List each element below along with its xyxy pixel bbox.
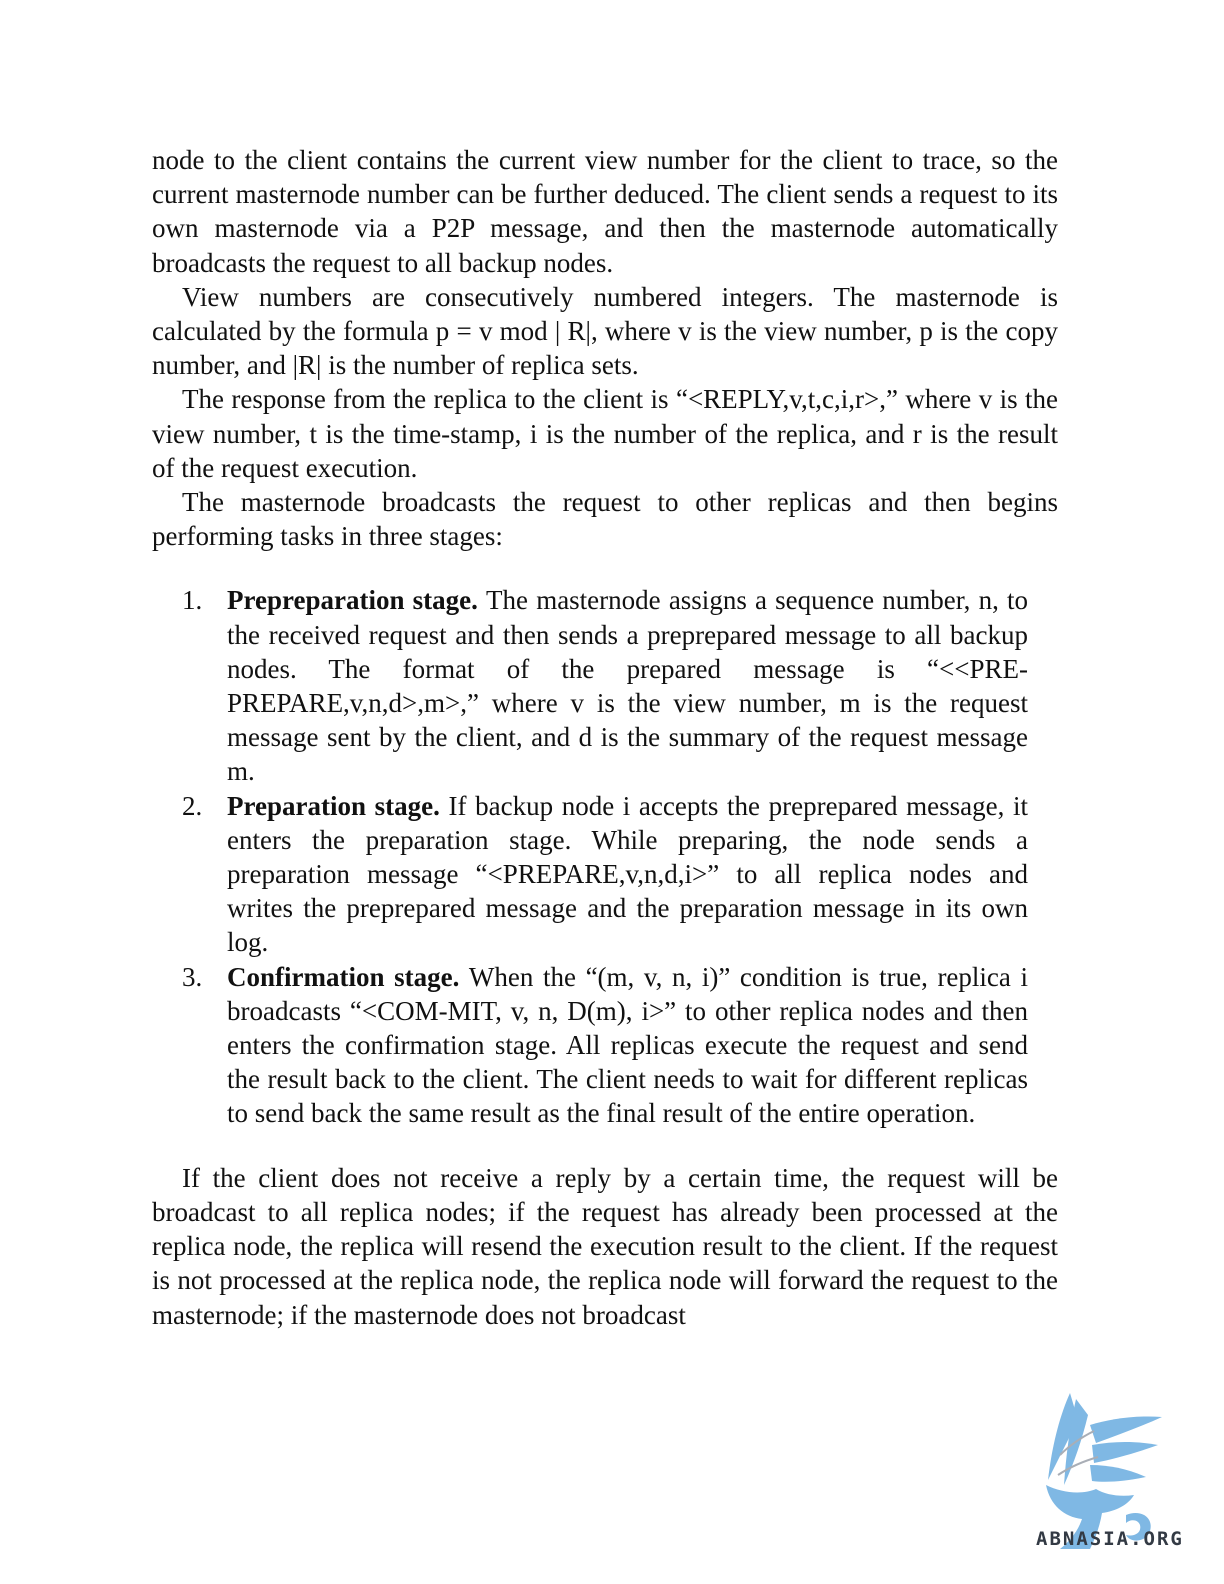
list-item-number: 3. xyxy=(182,961,203,992)
watermark-text: ABNASIA.ORG xyxy=(1036,1528,1184,1550)
list-item xyxy=(152,960,1028,1131)
list-item-number: 1. xyxy=(182,585,203,616)
paragraph: The response from the replica to the client is “<REPLY,v,t,c,i,r>,” where v is the view number, t is the time-stamp, i is the number of the replica, and r is the result of the request execution. xyxy=(152,384,1058,483)
list-item-number: 2. xyxy=(182,790,203,821)
list-item-text: When the “(m, v, n, i)” condition is true, replica i broadcasts “<COM-MIT, v, n, D(m), i>” to other replica nodes and then enters the confirmation stage. All replicas execute the request and send the result back to the client. The client needs to wait for different replicas to send back the same result as the final result of the entire operation. xyxy=(227,961,1028,1129)
paragraph: If the client does not receive a reply by a certain time, the request will be broadcast to all replica nodes; if the request has already been processed at the replica node, the replica will resend the execution result to the client. If the request is not processed at the replica node, the replica node will forward the request to the masternode; if the masternode does not broadcast xyxy=(152,1162,1058,1330)
stages-list xyxy=(152,583,1028,1130)
paragraph: node to the client contains the current view number for the client to trace, so the current masternode number can be further deduced. The client sends a request to its own masternode via a P2P message, and then the masternode automatically broadcasts the request to all backup nodes. xyxy=(152,145,1058,278)
list-item-text: The masternode assigns a sequence number, n, to the received request and then sends a preprepared message to all backup nodes. The format of the prepared message is “<<PRE-PREPARE,v,n,d>,m>,” where v is the view number, m is the request message sent by the client, and d is the summary of the request message m. xyxy=(227,585,1028,787)
list-item xyxy=(152,583,1028,788)
list-item-text: If backup node i accepts the preprepared message, it enters the preparation stage. While preparing, the node sends a preparation message “<PREPARE,v,n,d,i>” to all replica nodes and writes the preprepared message and the preparation message in its own log. xyxy=(227,790,1029,958)
list-item-heading: Confirmation stage. xyxy=(227,961,469,992)
list-item-heading: Preparation stage. xyxy=(227,790,449,821)
document-page xyxy=(152,143,1058,1332)
paragraph: View numbers are consecutively numbered integers. The masternode is calculated by the formula p = v mod | R|, where v is the view number, p is the copy number, and |R| is the number of replica sets. xyxy=(152,281,1058,381)
paragraph: The masternode broadcasts the request to other replicas and then begins performing tasks in three stages: xyxy=(152,487,1058,552)
list-item-heading: Prepreparation stage. xyxy=(227,585,487,616)
list-item xyxy=(152,789,1028,960)
